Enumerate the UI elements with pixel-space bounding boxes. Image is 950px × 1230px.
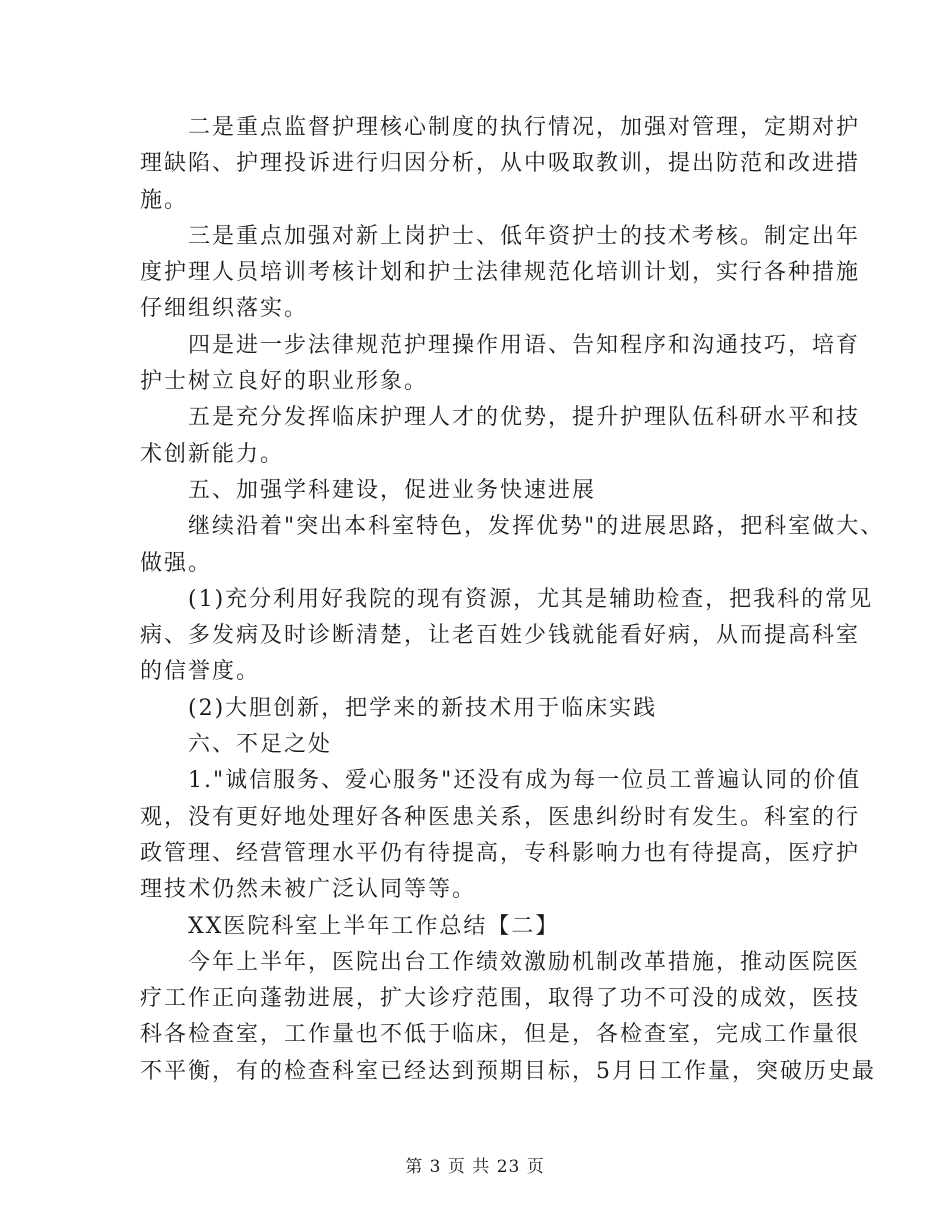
text-line: (2)大胆创新，把学来的新技术用于临床实践 xyxy=(188,695,658,721)
text-line: 施。 xyxy=(140,187,189,213)
text-line: 四是进一步法律规范护理操作用语、告知程序和沟通技巧，培育 xyxy=(188,332,861,358)
text-line: 今年上半年，医院出台工作绩效激励机制改革措施，推动医院医 xyxy=(188,949,861,975)
text-line: 五是充分发挥临床护理人才的优势，提升护理队伍科研水平和技 xyxy=(188,405,861,431)
text-line: 继续沿着"突出本科室特色，发挥优势"的进展思路，把科室做大、 xyxy=(188,514,885,540)
text-line: 的信誉度。 xyxy=(140,659,261,685)
text-line: (1)充分利用好我院的现有资源，尤其是辅助检查，把我科的常见 xyxy=(188,586,874,612)
page-footer: 第 3 页 共 23 页 xyxy=(405,1157,545,1177)
text-line: 病、多发病及时诊断清楚，让老百姓少钱就能看好病，从而提高科室 xyxy=(140,623,861,649)
text-line: 科各检查室，工作量也不低于临床，但是，各检查室，完成工作量很 xyxy=(140,1022,861,1048)
section-heading: 六、不足之处 xyxy=(188,732,333,758)
text-line: 做强。 xyxy=(140,550,213,576)
section-heading: 五、加强学科建设，促进业务快速进展 xyxy=(188,477,597,503)
text-line: 不平衡，有的检查科室已经达到预期目标，5月日工作量，突破历史最 xyxy=(140,1058,876,1084)
text-line: 1."诚信服务、爱心服务"还没有成为每一位员工普遍认同的价值 xyxy=(188,768,862,794)
body-text xyxy=(140,110,885,1090)
text-line: 理缺陷、护理投诉进行归因分析，从中吸取教训，提出防范和改进措 xyxy=(140,151,861,177)
text-line: 术创新能力。 xyxy=(140,441,285,467)
text-line: 理技术仍然未被广泛认同等等。 xyxy=(140,877,477,903)
text-line: 三是重点加强对新上岗护士、低年资护士的技术考核。制定出年 xyxy=(188,223,861,249)
text-line: 二是重点监督护理核心制度的执行情况，加强对管理，定期对护 xyxy=(188,115,861,140)
text-line: 观，没有更好地处理好各种医患关系，医患纠纷时有发生。科室的行 xyxy=(140,804,861,830)
text-line: 护士树立良好的职业形象。 xyxy=(140,369,429,395)
text-line: 疗工作正向蓬勃进展，扩大诊疗范围，取得了功不可没的成效，医技 xyxy=(140,986,861,1012)
section-heading: XX医院科室上半年工作总结【二】 xyxy=(188,913,560,939)
text-line: 政管理、经营管理水平仍有待提高，专科影响力也有待提高，医疗护 xyxy=(140,840,861,866)
text-line: 度护理人员培训考核计划和护士法律规范化培训计划，实行各种措施 xyxy=(140,260,861,286)
text-line: 仔细组织落实。 xyxy=(140,296,309,322)
